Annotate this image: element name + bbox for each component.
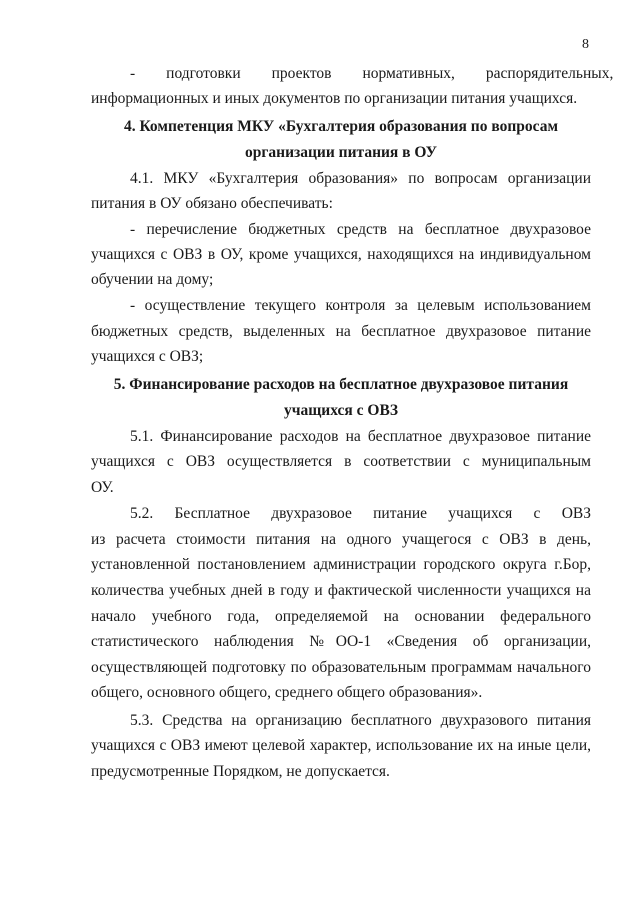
paragraph-line: обучении на дому; xyxy=(91,271,214,288)
paragraph-line: - подготовки проектов нормативных, распорядительных, xyxy=(130,65,614,82)
paragraph-line: учащихся с ОВЗ в ОУ, кроме учащихся, находящихся на индивидуальном xyxy=(91,246,591,263)
paragraph-line: 5.3. Средства на организацию бесплатного двухразового питания xyxy=(130,712,591,729)
paragraph-line: количества учебных дней в году и фактической численности учащихся на xyxy=(91,582,591,599)
paragraph-line: - осуществление текущего контроля за целевым использованием xyxy=(130,297,591,314)
paragraph-line: начало учебного года, определяемой на основании федерального xyxy=(91,608,591,625)
page-number: 8 xyxy=(582,37,589,52)
section-heading: 4. Компетенция МКУ «Бухгалтерия образования по вопросам xyxy=(123,118,559,135)
section-heading: 5. Финансирование расходов на бесплатное двухразовое питания xyxy=(113,376,569,393)
paragraph-line: из расчета стоимости питания на одного учащегося с ОВЗ в день, xyxy=(91,531,591,548)
paragraph-line: - перечисление бюджетных средств на бесплатное двухразовое xyxy=(130,221,591,238)
paragraph-line: установленной постановлением администрации городского округа г.Бор, xyxy=(91,556,591,573)
section-heading: организации питания в ОУ xyxy=(244,144,437,161)
paragraph-line: бюджетных средств, выделенных на бесплатное двухразовое питание xyxy=(91,323,591,340)
paragraph-line: учащихся с ОВЗ; xyxy=(91,348,204,365)
paragraph-line: статистического наблюдения №ОО-1 «Сведения об организации, xyxy=(91,633,591,650)
paragraph-line: ОУ. xyxy=(91,479,114,496)
paragraph-line: осуществляющей подготовку по образовательным программам начального xyxy=(91,659,591,676)
section-heading: учащихся с ОВЗ xyxy=(283,402,399,419)
paragraph-line: учащихся с ОВЗ осуществляется в соответствии с муниципальным xyxy=(91,453,591,470)
paragraph-line: общего, основного общего, среднего общего образования». xyxy=(91,684,483,701)
paragraph-line: информационных и иных документов по организации питания учащихся. xyxy=(91,90,578,107)
paragraph-line: 4.1. МКУ «Бухгалтерия образования» по вопросам организации xyxy=(130,170,591,187)
paragraph-line: питания в ОУ обязано обеспечивать: xyxy=(91,195,333,212)
paragraph-line: 5.2. Бесплатное двухразовое питание учащихся с ОВЗ xyxy=(130,505,591,522)
paragraph-line: предусмотренные Порядком, не допускается. xyxy=(91,763,390,780)
paragraph-line: учащихся с ОВЗ имеют целевой характер, использование их на иные цели, xyxy=(91,737,591,754)
paragraph-line: 5.1. Финансирование расходов на бесплатное двухразовое питание xyxy=(130,428,591,445)
